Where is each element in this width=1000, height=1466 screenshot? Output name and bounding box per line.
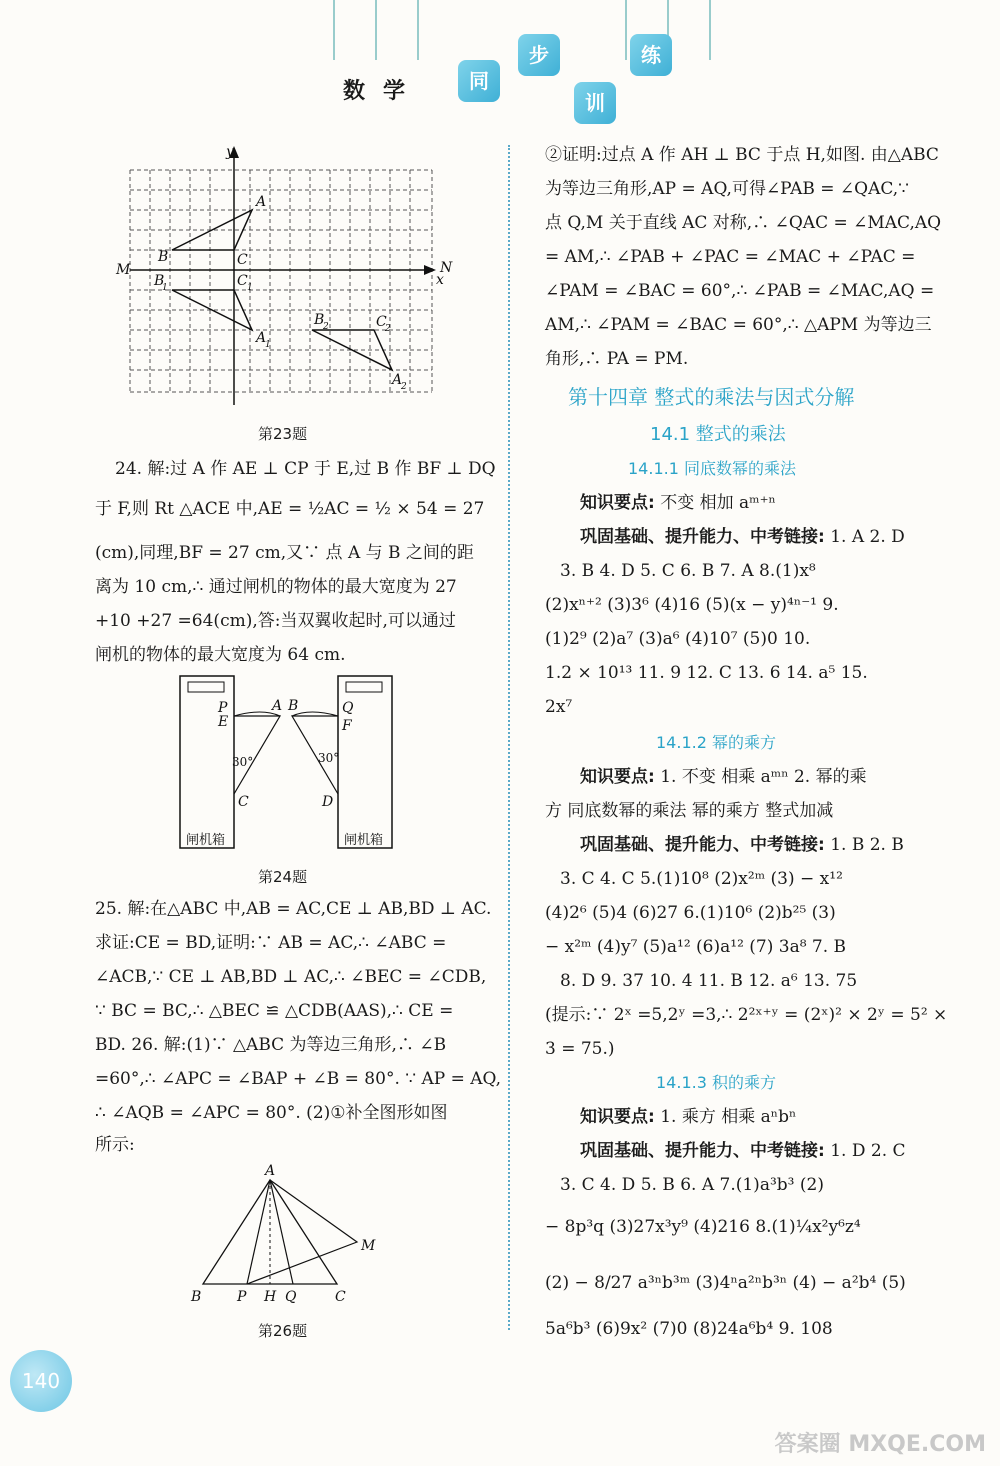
figure-23-caption: 第23题 <box>258 425 308 443</box>
svg-text:2: 2 <box>385 324 391 334</box>
series-char-2: 步 <box>518 34 560 76</box>
svg-text:A: A <box>256 194 267 210</box>
s3-line-4: (2) − 8/27 a³ⁿb³ᵐ (3)4ⁿa²ⁿb³ⁿ (4) − a²b⁴ (5) <box>545 1273 906 1293</box>
s2-ex-text: 1. B 2. B <box>830 835 904 855</box>
proof-line-1: ②证明:过点 A 作 AH ⊥ BC 于点 H,如图. 由△ABC <box>545 145 939 165</box>
page-number: 140 <box>10 1350 72 1412</box>
q24-line-5: +10 +27 =64(cm),答:当双翼收起时,可以通过 <box>95 611 456 631</box>
svg-text:30°: 30° <box>232 755 254 769</box>
section-heading: 14.1 整式的乘法 <box>650 424 786 445</box>
s3-key-label: 知识要点: <box>580 1107 655 1127</box>
svg-text:N: N <box>440 260 453 276</box>
subsection-2-title: 14.1.2 幂的乘方 <box>656 733 776 752</box>
subsection-3-title: 14.1.3 积的乘方 <box>656 1073 776 1092</box>
s2-line-2: 3. C 4. C 5.(1)10⁸ (2)x²ᵐ (3) − x¹² <box>560 869 843 889</box>
svg-text:y: y <box>226 144 234 160</box>
s3-ex-line-1 <box>580 1134 906 1168</box>
s2-line-3: (4)2⁶ (5)4 (6)27 6.(1)10⁶ (2)b²⁵ (3) <box>545 903 836 923</box>
q25-line-2: 求证:CE = BD,证明:∵ AB = AC,∴ ∠ABC = <box>95 933 447 953</box>
svg-text:Q: Q <box>342 700 354 716</box>
s2-key <box>580 760 867 794</box>
figure-26 <box>185 1160 385 1310</box>
svg-text:C: C <box>335 1289 346 1305</box>
s2-key-text: 1. 不变 相乘 aᵐⁿ 2. 幂的乘 <box>660 767 867 787</box>
s2-line-5: 8. D 9. 37 10. 4 11. B 12. a⁶ 13. 75 <box>560 971 858 991</box>
q25-line-3: ∠ACB,∵ CE ⊥ AB,BD ⊥ AC,∴ ∠BEC = ∠CDB, <box>95 967 487 987</box>
subject-title: 数学 <box>343 79 424 104</box>
s1-ex-line-1 <box>580 520 905 554</box>
q25-line-1: 25. 解:在△ABC 中,AB = AC,CE ⊥ AB,BD ⊥ AC. <box>95 899 492 919</box>
series-char-3: 训 <box>574 82 616 124</box>
figure-26-caption: 第26题 <box>258 1322 308 1340</box>
q25-line-8: 所示: <box>95 1135 135 1155</box>
svg-text:闸机箱: 闸机箱 <box>344 833 384 848</box>
s1-key-label: 知识要点: <box>580 493 655 513</box>
proof-line-3: 点 Q,M 关于直线 AC 对称,∴ ∠QAC = ∠MAC,AQ <box>545 213 942 233</box>
s1-line-2: 3. B 4. D 5. C 6. B 7. A 8.(1)x⁸ <box>560 561 816 581</box>
s3-line-2: 3. C 4. D 5. B 6. A 7.(1)a³b³ (2) <box>560 1175 824 1195</box>
svg-text:M: M <box>361 1238 376 1254</box>
svg-text:B: B <box>314 312 325 328</box>
proof-line-5: ∠PAM = ∠BAC = 60°,∴ ∠PAB = ∠MAC,AQ = <box>545 281 935 301</box>
svg-text:A: A <box>392 372 403 388</box>
s3-line-3: − 8p³q (3)27x³y⁹ (4)216 8.(1)¼x²y⁶z⁴ <box>545 1217 861 1237</box>
subsection-1-title: 14.1.1 同底数幂的乘法 <box>628 459 796 478</box>
proof-line-7: 角形,∴ PA = PM. <box>545 349 689 369</box>
q25-line-5: BD. 26. 解:(1)∵ △ABC 为等边三角形,∴ ∠B <box>95 1035 447 1055</box>
s1-line-5: 1.2 × 10¹³ 11. 9 12. C 13. 6 14. a⁵ 15. <box>545 663 868 683</box>
svg-text:闸机箱: 闸机箱 <box>186 833 226 848</box>
s1-line-3: (2)xⁿ⁺² (3)3⁶ (4)16 (5)(x − y)⁴ⁿ⁻¹ 9. <box>545 595 839 615</box>
svg-text:B: B <box>158 249 169 265</box>
s1-ex-label: 巩固基础、提升能力、中考链接: <box>580 527 825 547</box>
watermark: 答案圈 MXQE.COM <box>774 1432 986 1457</box>
svg-text:D: D <box>322 794 334 810</box>
svg-text:1: 1 <box>162 283 168 293</box>
svg-text:2: 2 <box>323 322 329 332</box>
s3-ex-label: 巩固基础、提升能力、中考链接: <box>580 1141 825 1161</box>
q25-line-4: ∵ BC = BC,∴ △BEC ≌ △CDB(AAS),∴ CE = <box>95 1001 454 1021</box>
s1-line-4: (1)2⁹ (2)a⁷ (3)a⁶ (4)10⁷ (5)0 10. <box>545 629 811 649</box>
s1-key <box>580 486 776 520</box>
s3-key <box>580 1100 796 1134</box>
s2-line-7: 3 = 75.) <box>545 1039 615 1059</box>
q24-line-4: 离为 10 cm,∴ 通过闸机的物体的最大宽度为 27 <box>95 577 457 597</box>
series-char-1: 同 <box>458 60 500 102</box>
svg-text:F: F <box>342 718 352 734</box>
s2-key-label: 知识要点: <box>580 767 655 787</box>
svg-text:30°: 30° <box>318 751 340 765</box>
proof-line-2: 为等边三角形,AP = AQ,可得∠PAB = ∠QAC,∵ <box>545 179 909 199</box>
proof-line-4: = AM,∴ ∠PAB + ∠PAC = ∠MAC + ∠PAC = <box>545 247 916 267</box>
svg-text:C: C <box>237 252 248 268</box>
s1-ex-text: 1. A 2. D <box>830 527 905 547</box>
s3-key-text: 1. 乘方 相乘 aⁿbⁿ <box>660 1107 797 1127</box>
svg-text:A: A <box>265 1163 276 1179</box>
svg-text:P: P <box>218 700 228 716</box>
s3-line-5: 5a⁶b³ (6)9x² (7)0 (8)24a⁶b⁴ 9. 108 <box>545 1319 833 1339</box>
svg-text:2: 2 <box>401 382 407 392</box>
s2-ex-line-1 <box>580 828 904 862</box>
svg-text:A: A <box>272 698 283 714</box>
chapter-heading: 第十四章 整式的乘法与因式分解 <box>568 385 855 409</box>
s1-key-text: 不变 相加 aᵐ⁺ⁿ <box>660 493 776 513</box>
s2-line-6: (提示:∵ 2ˣ =5,2ʸ =3,∴ 2²ˣ⁺ʸ = (2ˣ)² × 2ʸ = 5² × <box>545 1005 948 1025</box>
svg-text:C: C <box>238 794 249 810</box>
svg-text:1: 1 <box>265 340 271 350</box>
svg-text:E: E <box>218 714 229 730</box>
svg-text:C: C <box>376 314 387 330</box>
svg-text:C: C <box>237 273 248 289</box>
svg-text:B: B <box>191 1289 202 1305</box>
column-divider <box>508 145 510 1330</box>
s2-line-4: − x²ᵐ (4)y⁷ (5)a¹² (6)a¹² (7) 3a⁸ 7. B <box>545 937 847 957</box>
series-char-4: 练 <box>630 34 672 76</box>
s1-line-6: 2x⁷ <box>545 697 573 717</box>
proof-line-6: AM,∴ ∠PAM = ∠BAC = 60°,∴ △APM 为等边三 <box>545 315 932 335</box>
q25-line-7: ∴ ∠AQB = ∠APC = 80°. (2)①补全图形如图 <box>95 1103 448 1123</box>
figure-23 <box>110 140 455 410</box>
s2-ex-label: 巩固基础、提升能力、中考链接: <box>580 835 825 855</box>
svg-text:M: M <box>116 262 131 278</box>
figure-24 <box>170 672 410 852</box>
figure-24-caption: 第24题 <box>258 868 308 886</box>
svg-text:1: 1 <box>247 283 253 293</box>
svg-text:x: x <box>436 272 444 288</box>
svg-text:B: B <box>288 698 299 714</box>
svg-text:B: B <box>154 273 165 289</box>
svg-text:Q: Q <box>285 1289 297 1305</box>
svg-text:A: A <box>256 330 267 346</box>
svg-text:H: H <box>264 1289 277 1305</box>
s3-ex-text: 1. D 2. C <box>830 1141 906 1161</box>
q24-line-6: 闸机的物体的最大宽度为 64 cm. <box>95 645 346 665</box>
q24-line-2: 于 F,则 Rt △ACE 中,AE = ½AC = ½ × 54 = 27 <box>95 499 485 519</box>
q24-line-1: 24. 解:过 A 作 AE ⊥ CP 于 E,过 B 作 BF ⊥ DQ <box>115 459 496 479</box>
s2-key-line-2: 方 同底数幂的乘法 幂的乘方 整式加减 <box>545 801 834 821</box>
q24-line-3: (cm),同理,BF = 27 cm,又∵ 点 A 与 B 之间的距 <box>95 543 474 563</box>
q25-line-6: =60°,∴ ∠APC = ∠BAP + ∠B = 80°. ∵ AP = AQ, <box>95 1069 502 1089</box>
svg-text:P: P <box>237 1289 247 1305</box>
